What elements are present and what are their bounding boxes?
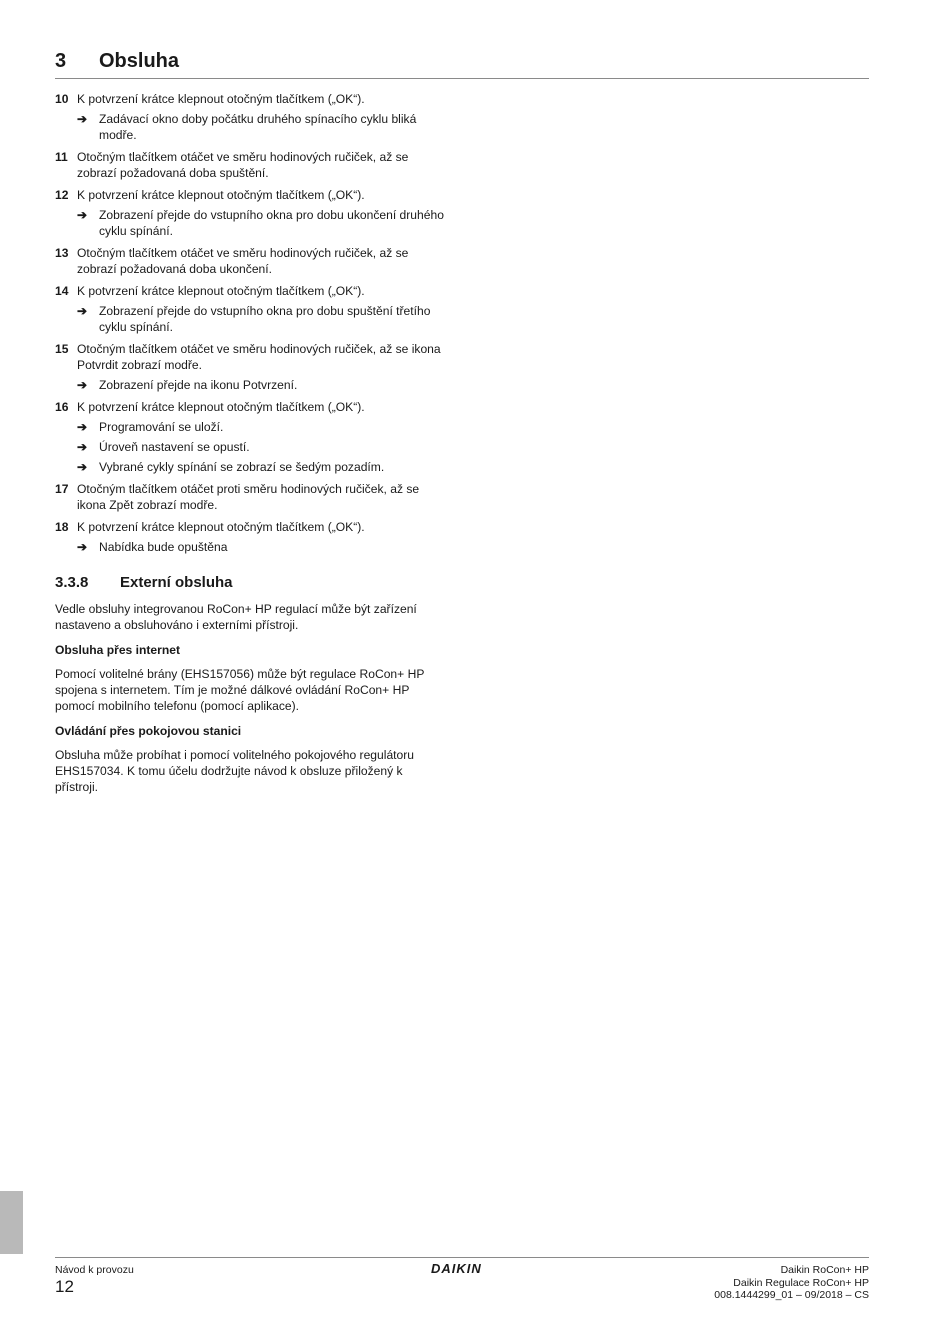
- step-result: [77, 377, 447, 393]
- step-text: Otočným tlačítkem otáčet proti směru hodinových ručiček, až se ikona Zpět zobrazí modře.: [77, 482, 420, 512]
- step-item: [55, 341, 447, 373]
- subsection-title-internet: Obsluha přes internet: [55, 643, 180, 657]
- step-item: [55, 519, 447, 535]
- section-title: Externí obsluha: [120, 574, 233, 591]
- arrow-right-icon: ➔: [77, 540, 88, 554]
- section-heading: [55, 573, 447, 593]
- step-result-text: Zobrazení přejde do vstupního okna pro dobu spuštění třetího cyklu spínání.: [99, 304, 431, 334]
- step-result: [77, 303, 447, 335]
- main-content: [55, 91, 447, 795]
- section-number: 3.3.8: [55, 574, 89, 591]
- step-result-text: Nabídka bude opuštěna: [99, 540, 228, 554]
- footer-product-info: [714, 1264, 869, 1302]
- subsection-text-room-station: Obsluha může probíhat i pomocí volitelného pokojového regulátoru EHS157034. K tomu účelu dodržujte návod k obsluze přiložený k přístroji.: [55, 748, 415, 794]
- arrow-right-icon: ➔: [77, 440, 88, 454]
- step-result-text: Zadávací okno doby počátku druhého spínacího cyklu bliká modře.: [99, 112, 417, 142]
- subsection-text-internet: Pomocí volitelné brány (EHS157056) může být regulace RoCon+ HP spojena s internetem. Tím je možné dálkové ovládání RoCon+ HP pomocí mobilního telefonu (pomocí aplikace).: [55, 667, 425, 713]
- steps-list: [55, 91, 447, 555]
- step-number: 17: [55, 482, 69, 496]
- subsection-title-room-station: Ovládání přes pokojovou stanici: [55, 724, 242, 738]
- chapter-title: Obsluha: [99, 50, 180, 72]
- step-result: [77, 539, 447, 555]
- step-item: [55, 149, 447, 181]
- step-number: 11: [55, 150, 68, 164]
- chapter-number: 3: [55, 50, 67, 72]
- step-item: [55, 283, 447, 299]
- step-text: K potvrzení krátce klepnout otočným tlačítkem („OK“).: [77, 284, 365, 298]
- arrow-right-icon: ➔: [77, 420, 88, 434]
- step-number: 12: [55, 188, 69, 202]
- section-intro: Vedle obsluhy integrovanou RoCon+ HP regulací může být zařízení nastaveno a obsluhováno i externími přístroji.: [55, 602, 417, 632]
- step-item: [55, 91, 447, 107]
- step-number: 16: [55, 400, 69, 414]
- side-tab-marker: [0, 1191, 23, 1254]
- page-footer: [55, 1257, 869, 1318]
- footer-doc-type: Návod k provozu: [55, 1264, 134, 1276]
- page-number: 12: [55, 1277, 74, 1296]
- arrow-right-icon: ➔: [77, 112, 88, 126]
- step-result: [77, 459, 447, 475]
- arrow-right-icon: ➔: [77, 304, 88, 318]
- step-result-text: Zobrazení přejde do vstupního okna pro dobu ukončení druhého cyklu spínání.: [99, 208, 444, 238]
- step-result-text: Zobrazení přejde na ikonu Potvrzení.: [99, 378, 298, 392]
- step-result: [77, 439, 447, 455]
- step-result-text: Úroveň nastavení se opustí.: [99, 440, 250, 454]
- arrow-right-icon: ➔: [77, 460, 88, 474]
- footer-product-name: Daikin RoCon+ HP: [780, 1264, 869, 1276]
- step-item: [55, 245, 447, 277]
- step-text: K potvrzení krátce klepnout otočným tlačítkem („OK“).: [77, 520, 365, 534]
- step-result-text: Vybrané cykly spínání se zobrazí se šedým pozadím.: [99, 460, 385, 474]
- step-result: [77, 419, 447, 435]
- footer-doc-code: 008.1444299_01 – 09/2018 – CS: [714, 1289, 869, 1301]
- step-item: [55, 187, 447, 203]
- step-text: Otočným tlačítkem otáčet ve směru hodinových ručiček, až se zobrazí požadovaná doba ukončení.: [77, 246, 409, 276]
- step-text: Otočným tlačítkem otáčet ve směru hodinových ručiček, až se ikona Potvrdit zobrazí modře.: [77, 342, 441, 372]
- step-number: 13: [55, 246, 69, 260]
- step-number: 10: [55, 92, 69, 106]
- footer-product-subtitle: Daikin Regulace RoCon+ HP: [733, 1276, 869, 1289]
- step-item: [55, 399, 447, 415]
- step-result-text: Programování se uloží.: [99, 420, 224, 434]
- step-result: [77, 207, 447, 239]
- step-number: 15: [55, 342, 69, 356]
- step-item: [55, 481, 447, 513]
- step-text: Otočným tlačítkem otáčet ve směru hodinových ručiček, až se zobrazí požadovaná doba spuštění.: [77, 150, 409, 180]
- step-text: K potvrzení krátce klepnout otočným tlačítkem („OK“).: [77, 188, 365, 202]
- daikin-logo: DAIKIN: [431, 1261, 482, 1276]
- step-number: 18: [55, 520, 69, 534]
- arrow-right-icon: ➔: [77, 378, 88, 392]
- page-header: [55, 48, 869, 79]
- arrow-right-icon: ➔: [77, 208, 88, 222]
- step-text: K potvrzení krátce klepnout otočným tlačítkem („OK“).: [77, 400, 365, 414]
- step-number: 14: [55, 284, 69, 298]
- step-result: [77, 111, 447, 143]
- step-text: K potvrzení krátce klepnout otočným tlačítkem („OK“).: [77, 92, 365, 106]
